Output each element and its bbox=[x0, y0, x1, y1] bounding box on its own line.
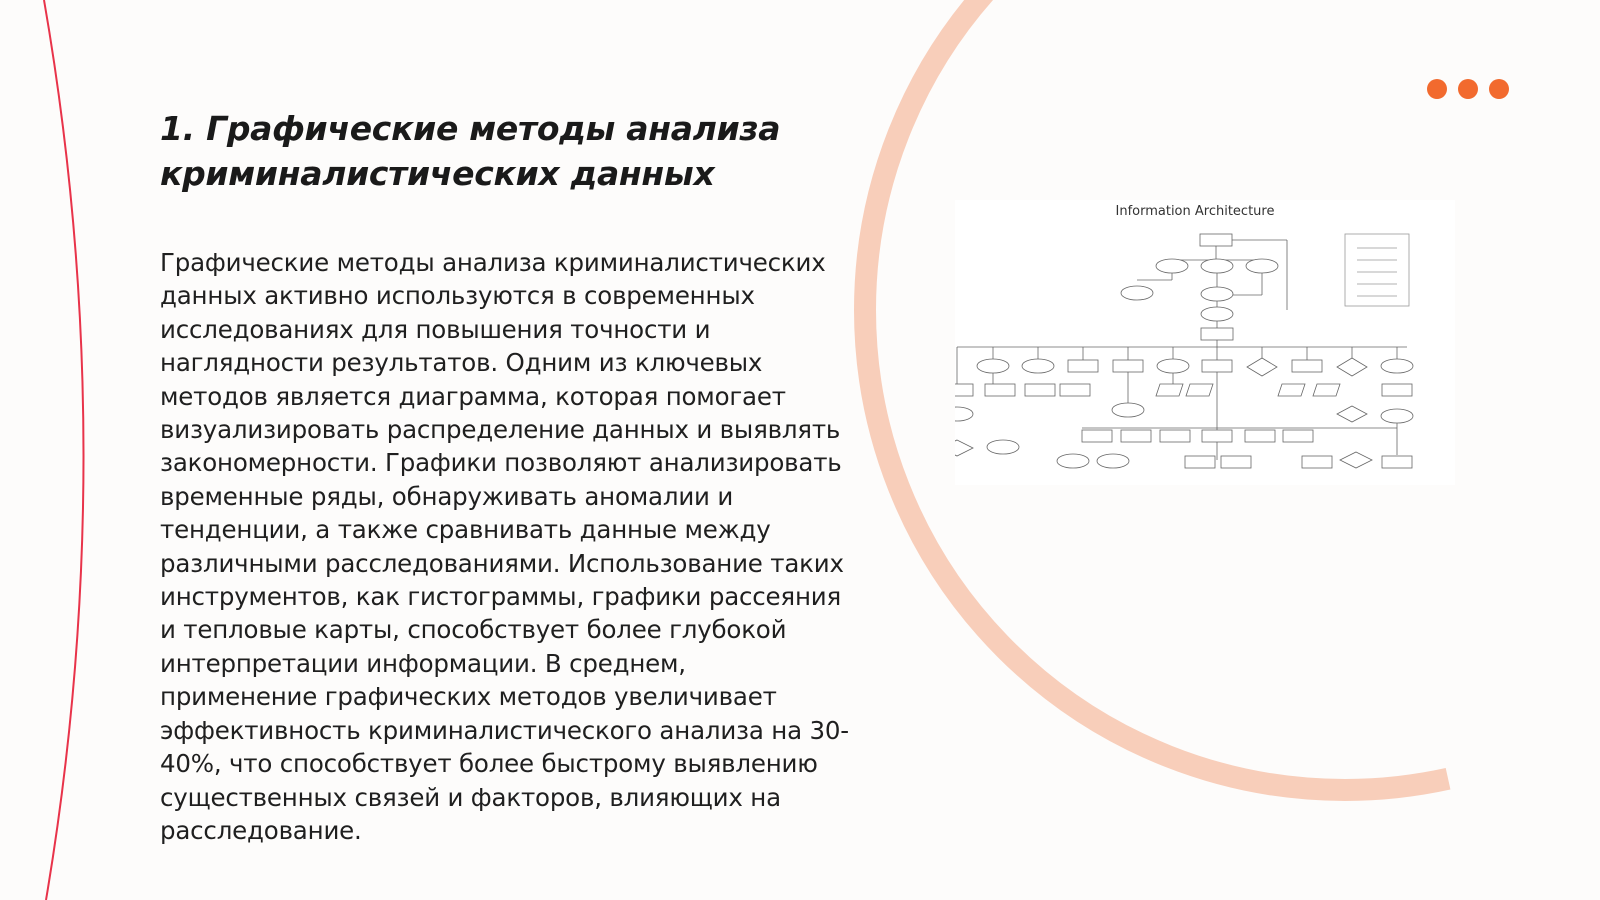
dot-icon bbox=[1427, 79, 1447, 99]
left-curve-line bbox=[44, 0, 84, 900]
figure-caption: Information Architecture bbox=[1115, 204, 1275, 219]
menu-dots bbox=[1427, 79, 1509, 99]
dot-icon bbox=[1458, 79, 1478, 99]
dot-icon bbox=[1489, 79, 1509, 99]
slide-body-text: Графические методы анализа криминалистических данных активно используются в современных исследованиях для повышения точности и наглядности результатов. Одним из ключевых методов является диаграмма, которая помогает визуализировать распределение данных и выявлять закономерности. Графики позволяют анализировать временные ряды, обнаруживать аномалии и тенденции, а также сравнивать данные между различными расследованиями. Использование таких инструментов, как гистограммы, графики рассеяния и тепловые карты, способствует более глубокой интерпретации информации. В среднем, применение графических методов увеличивает эффективность криминалистического анализа на 30-40%, что способствует более быстрому выявлению существенных связей и факторов, влияющих на расследование. bbox=[160, 248, 849, 845]
information-architecture-figure bbox=[955, 200, 1455, 485]
slide-title: 1. Графические методы анализа криминалистических данных bbox=[160, 109, 781, 193]
architecture-diagram-icon bbox=[955, 200, 1455, 485]
